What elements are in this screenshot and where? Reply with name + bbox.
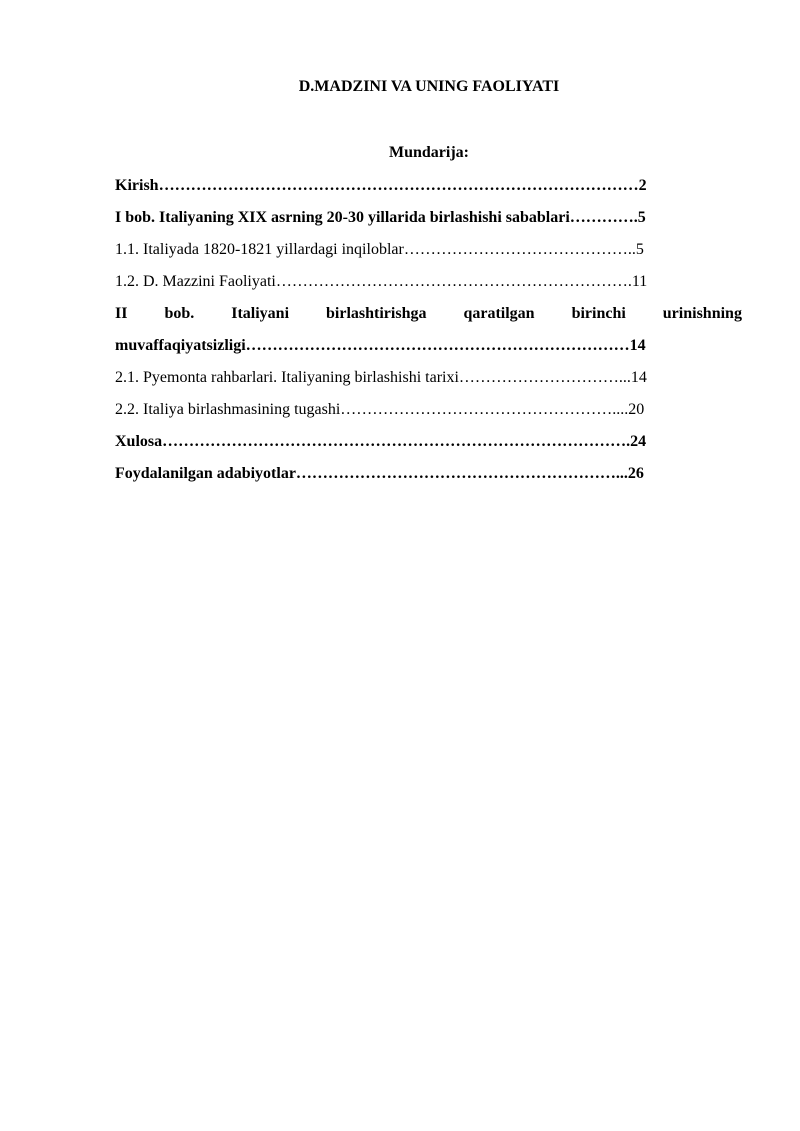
- document-title: D.MADZINI VA UNING FAOLIYATI: [298, 78, 560, 95]
- toc-word: birinchi: [571, 305, 626, 322]
- toc-word: urinishning: [662, 305, 742, 322]
- toc-word: Italiyani: [231, 305, 290, 322]
- toc-entry-chapter-2-line-2: muvaffaqiyatsizligi………………………………………………………………14: [115, 337, 646, 354]
- toc-word: birlashtirishga: [326, 305, 427, 322]
- toc-entry-references: Foydalanilgan adabiyotlar……………………………………………………...26: [115, 465, 644, 482]
- toc-entry-section-2-1: 2.1. Pyemonta rahbarlari. Italiyaning birlashishi tarixi…………………………...14: [115, 369, 647, 386]
- table-of-contents: [115, 176, 742, 496]
- toc-entry-kirish: Kirish………………………………………………………………………………2: [115, 177, 647, 194]
- toc-entry-section-1-1: 1.1. Italiyada 1820-1821 yillardagi inqiloblar……………………………………..5: [115, 241, 644, 258]
- toc-word: II: [115, 305, 128, 322]
- toc-entry-section-1-2: 1.2. D. Mazzini Faoliyati………………………………………………………….11: [115, 273, 648, 290]
- toc-word: bob.: [164, 305, 195, 322]
- toc-entry-chapter-2-line-1: [115, 304, 742, 336]
- toc-entry-section-2-2: 2.2. Italiya birlashmasining tugashi……………………………………………....20: [115, 401, 645, 418]
- toc-entry-chapter-1: I bob. Italiyaning XIX asrning 20-30 yillarida birlashishi sabablari………….5: [115, 209, 646, 226]
- toc-entry-xulosa: Xulosa…………………………………………………………………………….24: [115, 433, 647, 450]
- toc-heading: Mundarija:: [389, 144, 469, 161]
- toc-word: qaratilgan: [463, 305, 535, 322]
